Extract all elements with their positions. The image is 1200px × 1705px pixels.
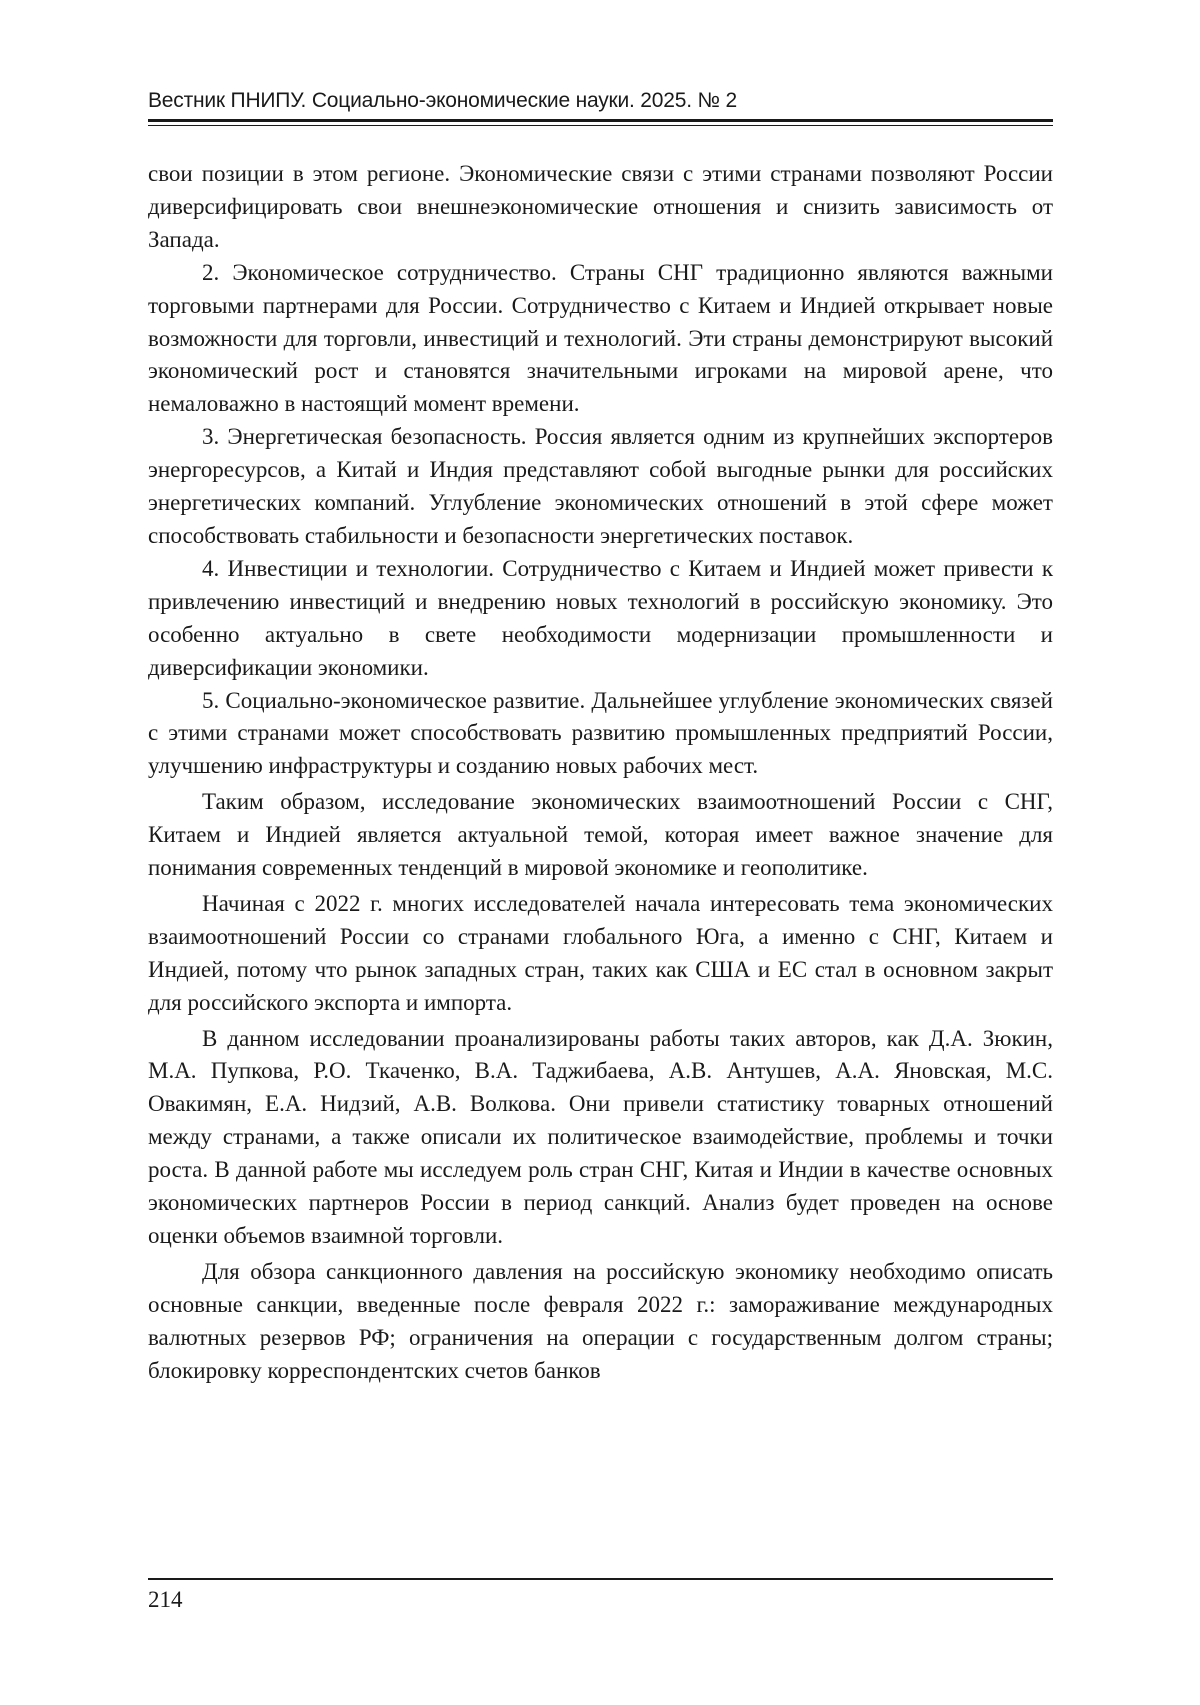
header-rule-thick	[148, 119, 1053, 122]
paragraph-continuation: свои позиции в этом регионе. Экономические связи с этими странами позволяют России диверсифицировать свои внешнеэкономические отношения и снизить зависимость от Запада.	[148, 158, 1053, 257]
paragraph-sanctions-overview: Для обзора санкционного давления на российскую экономику необходимо описать основные санкции, введенные после февраля 2022 г.: замораживание международных валютных резервов РФ; ограничения на операции с государственным долгом страны; блокировку корреспондентских счетов банков	[148, 1256, 1053, 1388]
paragraph-energy-security: 3. Энергетическая безопасность. Россия является одним из крупнейших экспортеров энергоресурсов, а Китай и Индия представляют собой выгодные рынки для российских энергетических компаний. Углубление экономических отношений в этой сфере может способствовать стабильности и безопасности энергетических поставок.	[148, 421, 1053, 553]
paragraph-literature-review: В данном исследовании проанализированы работы таких авторов, как Д.А. Зюкин, М.А. Пупкова, Р.О. Ткаченко, В.А. Таджибаева, А.В. Антушев, А.А. Яновская, М.С. Овакимян, Е.А. Нидзий, А.В. Волкова. Они привели статистику товарных отношений между странами, а также описали их политическое взаимодействие, проблемы и точки роста. В данной работе мы исследуем роль стран СНГ, Китая и Индии в качестве основных экономических партнеров России в период санкций. Анализ будет проведен на основе оценки объемов взаимной торговли.	[148, 1023, 1053, 1253]
paragraph-investment-technology: 4. Инвестиции и технологии. Сотрудничество с Китаем и Индией может привести к привлечению инвестиций и внедрению новых технологий в российскую экономику. Это особенно актуально в свете необходимости модернизации промышленности и диверсификации экономики.	[148, 553, 1053, 685]
header-rule-thin	[148, 125, 1053, 126]
paragraph-since-2022: Начиная с 2022 г. многих исследователей начала интересовать тема экономических взаимоотношений России со странами глобального Юга, а именно с СНГ, Китаем и Индией, потому что рынок западных стран, таких как США и ЕС стал в основном закрыт для российского экспорта и импорта.	[148, 888, 1053, 1020]
running-title: Вестник ПНИПУ. Социально-экономические науки. 2025. № 2	[148, 88, 1053, 114]
article-body	[148, 158, 1053, 1388]
footer-rule	[148, 1578, 1053, 1580]
paragraph-socio-economic-development: 5. Социально-экономическое развитие. Дальнейшее углубление экономических связей с этими странами может способствовать развитию промышленных предприятий России, улучшению инфраструктуры и созданию новых рабочих мест.	[148, 685, 1053, 784]
journal-page	[148, 0, 1053, 1705]
paragraph-conclusion: Таким образом, исследование экономических взаимоотношений России с СНГ, Китаем и Индией является актуальной темой, которая имеет важное значение для понимания современных тенденций в мировой экономике и геополитике.	[148, 786, 1053, 885]
page-number: 214	[148, 1585, 183, 1615]
paragraph-economic-cooperation: 2. Экономическое сотрудничество. Страны СНГ традиционно являются важными торговыми партнерами для России. Сотрудничество с Китаем и Индией открывает новые возможности для торговли, инвестиций и технологий. Эти страны демонстрируют высокий экономический рост и становятся значительными игроками на мировой арене, что немаловажно в настоящий момент времени.	[148, 257, 1053, 422]
